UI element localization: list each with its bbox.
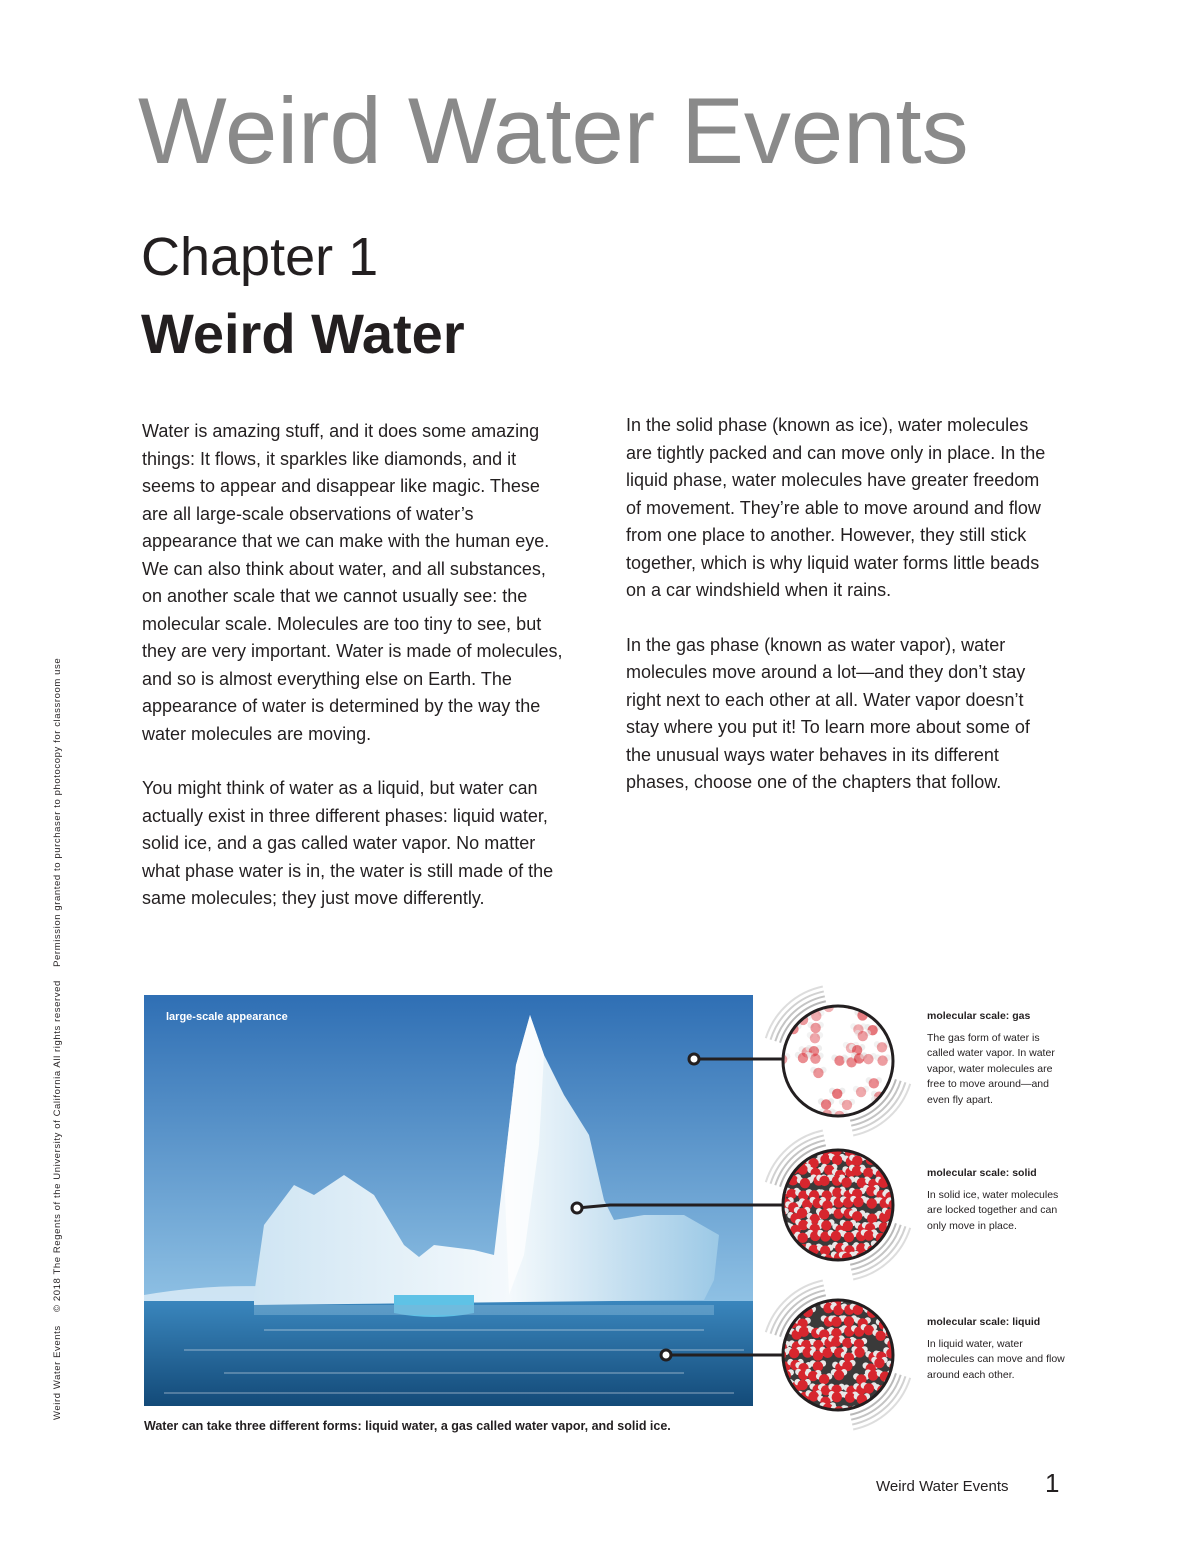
sidebar-copyright: © 2018 The Regents of the University of California All rights reserved	[52, 980, 63, 1312]
sidebar-book-title: Weird Water Events	[52, 1325, 63, 1420]
paragraph: You might think of water as a liquid, but water can actually exist in three different phases: liquid water, solid ice, and a gas called water vapor. No matter what phase water is in, the water is still made of the same molecules; they just move differently.	[142, 778, 554, 908]
callout-gas	[927, 1009, 1067, 1108]
chapter-title: Weird Water	[141, 302, 465, 365]
page-number: 1	[1045, 1468, 1060, 1498]
connector-dot	[572, 1203, 582, 1213]
connector-dot	[689, 1054, 699, 1064]
callout-text: In solid ice, water molecules are locked together and can only move in place.	[927, 1188, 1059, 1232]
book-title: Weird Water Events	[138, 78, 969, 183]
molecule-circles	[766, 987, 910, 1430]
callout-solid	[927, 1166, 1067, 1234]
callout-heading: molecular scale: gas	[927, 1010, 1031, 1022]
figure-caption: Water can take three different forms: liquid water, a gas called water vapor, and solid ice.	[144, 1419, 671, 1433]
chapter-number: Chapter 1	[141, 227, 379, 287]
callout-heading: molecular scale: liquid	[927, 1316, 1041, 1328]
photo-label: large-scale appearance	[166, 1011, 288, 1023]
callout-text: The gas form of water is called water vapor. In water vapor, water molecules are free to move around—and even fly apart.	[927, 1031, 1055, 1106]
callout-heading: molecular scale: solid	[927, 1167, 1037, 1179]
paragraph: In the solid phase (known as ice), water molecules are tightly packed and can move only in place. In the liquid phase, water molecules have greater freedom of movement. They’re able to move around and flow from one place to another. However, they still stick together, which is why liquid water forms little beads on a car windshield when it rains.	[626, 415, 1046, 600]
callout-text: In liquid water, water molecules can move and flow around each other.	[927, 1337, 1065, 1381]
paragraph: In the gas phase (known as water vapor), water molecules move around a lot—and they don’t stay right next to each other at all. Water vapor doesn’t stay where you put it! To learn more about some of the unusual ways water behaves in its different phases, choose one of the chapters that follow.	[626, 634, 1030, 792]
connector-dot	[661, 1350, 671, 1360]
footer-running-title: Weird Water Events	[876, 1478, 1009, 1495]
callout-liquid	[927, 1315, 1067, 1383]
sidebar-permission: Permission granted to purchaser to photocopy for classroom use	[52, 657, 63, 967]
paragraph: Water is amazing stuff, and it does some amazing things: It flows, it sparkles like diamonds, and it seems to appear and disappear like magic. These are all large-scale observations of water’s appearance that we can make with the human eye. We can also think about water, and all substances, on another scale that we cannot usually see: the molecular scale. Molecules are too tiny to see, but they are very important. Water is made of molecules, and so is almost everything else on Earth. The appearance of water is determined by the way the water molecules are moving.	[142, 421, 563, 744]
connector-line	[577, 1205, 783, 1208]
connector-lines	[572, 1054, 783, 1360]
